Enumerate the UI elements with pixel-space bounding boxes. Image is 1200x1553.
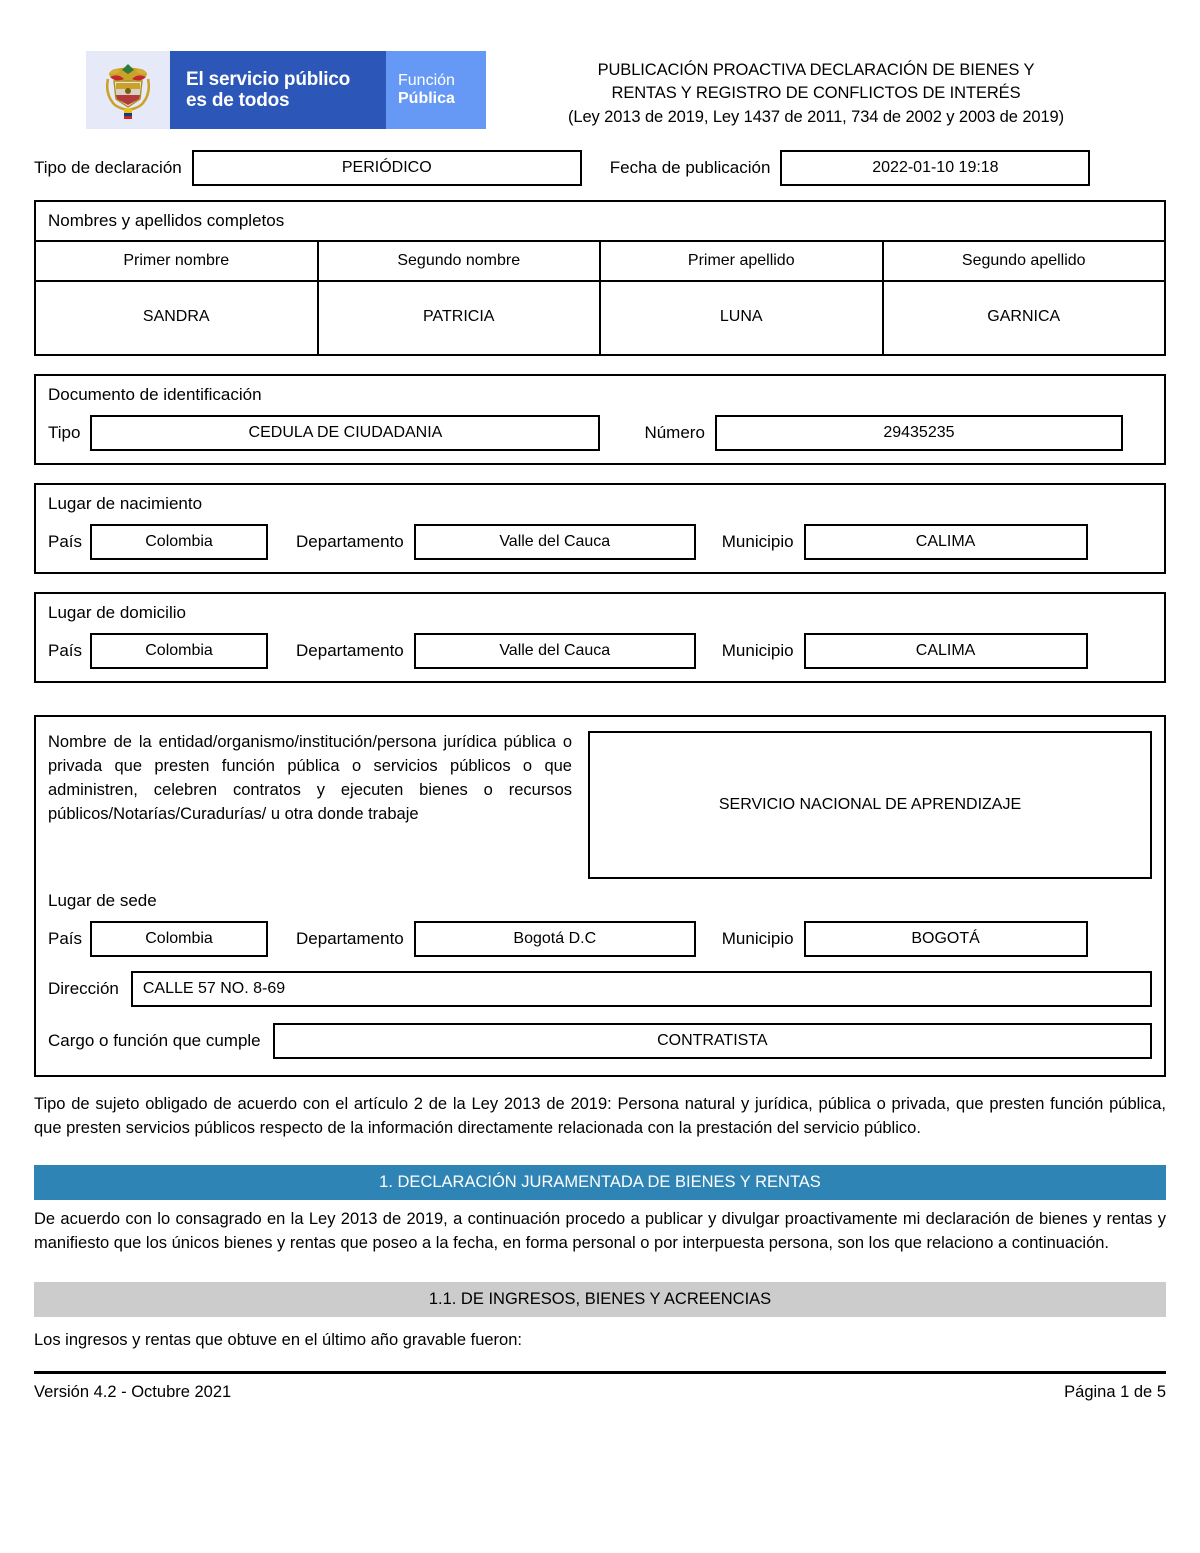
value-primer-nombre[interactable]: SANDRA [36, 282, 319, 354]
birthplace-municipality-value[interactable]: CALIMA [804, 524, 1088, 560]
entity-description: Nombre de la entidad/organismo/institución/persona jurídica pública o privada que presten función pública o servicios públicos o que administren, celebren contratos y ejecuten bienes o recursos públicos/Notarías/Curadurías/ u otra donde trabaje [48, 733, 572, 823]
logo-slogan [170, 51, 386, 129]
document-header [0, 0, 1200, 150]
footer-version: Versión 4.2 - Octubre 2021 [34, 1382, 232, 1401]
government-logo [86, 51, 486, 129]
birthplace-section [34, 483, 1166, 574]
birthplace-country-label: País [48, 532, 83, 551]
position-label: Cargo o función que cumple [48, 1031, 261, 1050]
declaration-type-row [0, 150, 1200, 186]
footer-page-number: Página 1 de 5 [1064, 1382, 1166, 1401]
address-row [36, 965, 1164, 1017]
birthplace-department-value[interactable]: Valle del Cauca [414, 524, 696, 560]
domicile-country-label: País [48, 641, 83, 660]
domicile-row [36, 627, 1164, 681]
address-label: Dirección [48, 979, 119, 998]
section-1-header-bar: 1. DECLARACIÓN JURAMENTADA DE BIENES Y RENTAS [34, 1165, 1166, 1200]
full-name-header-row [36, 242, 1164, 282]
sede-section-title: Lugar de sede [48, 891, 157, 910]
entity-section [34, 715, 1166, 1077]
birthplace-section-title: Lugar de nacimiento [48, 494, 203, 513]
title-line-1: PUBLICACIÓN PROACTIVA DECLARACIÓN DE BIENES Y [597, 61, 1035, 79]
section-1-1-body: Los ingresos y rentas que obtuve en el último año gravable fueron: [34, 1330, 522, 1349]
logo-brand [386, 51, 486, 129]
col-header-primer-apellido: Primer apellido [601, 242, 884, 280]
colombia-coat-of-arms-icon [86, 51, 170, 129]
identification-section-title: Documento de identificación [48, 385, 262, 404]
col-header-segundo-apellido: Segundo apellido [961, 252, 1086, 269]
section-1-1-header-bar: 1.1. DE INGRESOS, BIENES Y ACREENCIAS [34, 1282, 1166, 1317]
address-value[interactable]: CALLE 57 NO. 8-69 [131, 971, 1152, 1007]
identification-number-label: Número [644, 423, 705, 442]
logo-slogan-line2: es de todos [186, 90, 290, 111]
logo-slogan-line1: El servicio público [186, 68, 351, 90]
sede-municipality-value[interactable]: BOGOTÁ [804, 921, 1088, 957]
domicile-department-label: Departamento [296, 641, 404, 660]
title-line-2: RENTAS Y REGISTRO DE CONFLICTOS DE INTERÉS [611, 84, 1021, 103]
document-title [486, 48, 1166, 129]
identification-type-label: Tipo [48, 423, 81, 442]
value-segundo-nombre[interactable]: PATRICIA [319, 282, 602, 354]
birthplace-municipality-label: Municipio [721, 532, 794, 551]
sede-department-label: Departamento [296, 929, 404, 948]
identification-number-value[interactable]: 29435235 [715, 415, 1123, 451]
identification-row [36, 409, 1164, 463]
full-name-value-row [36, 282, 1164, 354]
title-line-3: (Ley 2013 de 2019, Ley 1437 de 2011, 734 de 2002 y 2003 de 2019) [567, 107, 1065, 126]
document-footer [34, 1374, 1166, 1402]
birthplace-country-value[interactable]: Colombia [90, 524, 268, 560]
section-1-body: De acuerdo con lo consagrado en la Ley 2013 de 2019, a continuación procedo a publicar y divulgar proactivamente mi declaración de bienes y rentas y manifiesto que los únicos bienes y rentas que poseo a la fecha, en forma personal o por interpuesta persona, son los que relaciono a continuación. [34, 1209, 1166, 1252]
identification-section [34, 374, 1166, 465]
position-row [36, 1017, 1164, 1075]
declaration-type-label: Tipo de declaración [34, 158, 182, 177]
value-segundo-apellido[interactable]: GARNICA [987, 308, 1061, 325]
domicile-section [34, 592, 1166, 683]
domicile-country-value[interactable]: Colombia [90, 633, 268, 669]
domicile-department-value[interactable]: Valle del Cauca [414, 633, 696, 669]
birthplace-row [36, 518, 1164, 572]
sede-country-label: País [48, 929, 83, 948]
identification-type-value[interactable]: CEDULA DE CIUDADANIA [90, 415, 600, 451]
sede-municipality-label: Municipio [721, 929, 794, 948]
sede-country-value[interactable]: Colombia [90, 921, 268, 957]
full-name-section [34, 200, 1166, 356]
sede-row [36, 915, 1164, 965]
value-primer-apellido[interactable]: LUNA [601, 282, 884, 354]
full-name-section-title: Nombres y apellidos completos [36, 202, 1164, 242]
sede-department-value[interactable]: Bogotá D.C [414, 921, 696, 957]
position-value[interactable]: CONTRATISTA [273, 1023, 1152, 1059]
publication-date-label: Fecha de publicación [609, 158, 771, 177]
publication-date-value[interactable]: 2022-01-10 19:18 [780, 150, 1090, 186]
domicile-section-title: Lugar de domicilio [48, 603, 186, 622]
col-header-segundo-nombre: Segundo nombre [319, 242, 602, 280]
logo-brand-line1: Función [398, 71, 455, 89]
subject-obligation-note: Tipo de sujeto obligado de acuerdo con el artículo 2 de la Ley 2013 de 2019: Persona natural y jurídica, pública o privada, que presten función pública, que presten servicios públicos respecto de la información directamente relacionada con la prestación del servicio público. [34, 1095, 1166, 1137]
entity-name-value[interactable]: SERVICIO NACIONAL DE APRENDIZAJE [588, 731, 1152, 879]
declaration-type-value[interactable]: PERIÓDICO [192, 150, 582, 186]
logo-brand-line2: Pública [398, 90, 455, 107]
birthplace-department-label: Departamento [296, 532, 404, 551]
domicile-municipality-value[interactable]: CALIMA [804, 633, 1088, 669]
col-header-primer-nombre: Primer nombre [36, 242, 319, 280]
domicile-municipality-label: Municipio [721, 641, 794, 660]
entity-top-row [36, 717, 1164, 889]
